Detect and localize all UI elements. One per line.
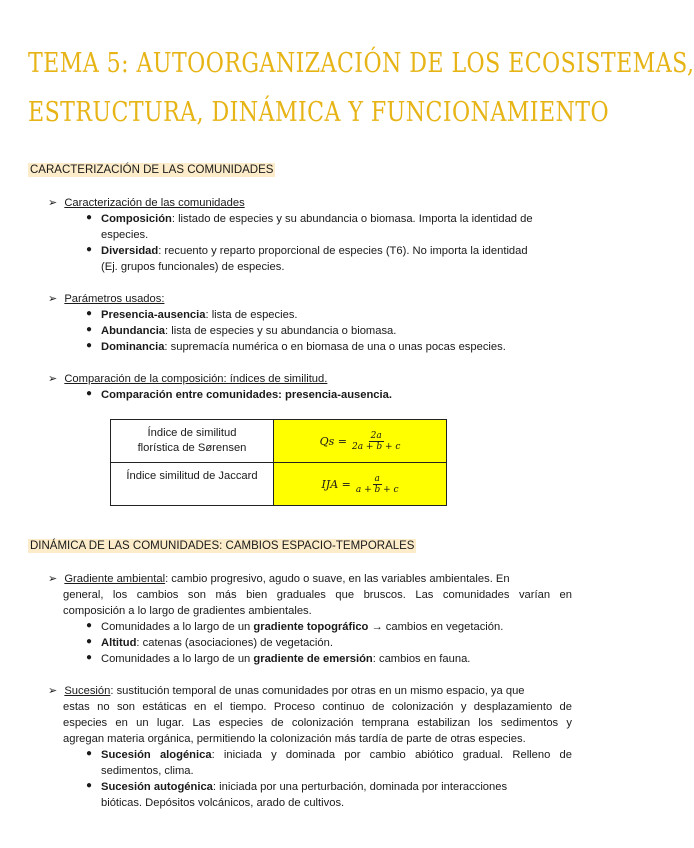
- bullet-icon: ●: [86, 780, 93, 791]
- similarity-index-table: [110, 419, 447, 506]
- group-parametros: [48, 291, 164, 307]
- group-title: Comparación de la composición: índices de similitud.: [64, 373, 328, 385]
- list-item: Sucesión alogénica: iniciada y dominada por cambio abiótico gradual. Relleno de: [101, 749, 573, 761]
- arrow-bullet-icon: ➢: [48, 293, 58, 305]
- group-title: Parámetros usados:: [64, 293, 165, 305]
- title-line-1: TEMA 5: AUTOORGANIZACIÓN DE LOS ECOSISTEMAS,: [28, 48, 694, 79]
- group-caracterizacion: [48, 195, 245, 211]
- bullet-icon: ●: [86, 212, 93, 223]
- arrow-bullet-icon: ➢: [48, 373, 58, 385]
- list-item: Composición: listado de especies y su abundancia o biomasa. Importa la identidad de: [101, 213, 533, 225]
- bullet-icon: ●: [86, 244, 93, 255]
- title-line-2: ESTRUCTURA, DINÁMICA Y FUNCIONAMIENTO: [28, 97, 610, 128]
- bullet-icon: ●: [86, 748, 93, 759]
- bullet-icon: ●: [86, 652, 93, 663]
- bullet-icon: ●: [86, 340, 93, 351]
- bullet-icon: ●: [86, 636, 93, 647]
- gradient-line: general, los cambios son más bien graduales que bruscos. Las comunidades varían en: [63, 589, 572, 601]
- list-item: Diversidad: recuento y reparto proporcional de especies (T6). No importa la identidad: [101, 245, 528, 257]
- list-item: Abundancia: lista de especies y su abundancia o biomasa.: [101, 325, 397, 337]
- table-cell-formula: [274, 463, 447, 506]
- list-item: Comunidades a lo largo de un gradiente topográfico → cambios en vegetación.: [101, 621, 504, 633]
- list-item: Dominancia: supremacía numérica o en biomasa de una o unas pocas especies.: [101, 341, 506, 353]
- succession-paragraph: ➢ Sucesión: sustitución temporal de unas comunidades por otras en un mismo espacio, ya que: [48, 685, 525, 697]
- table-cell-formula: [274, 420, 447, 463]
- jaccard-formula: IJA = $\frac{a}{a + b + c}$: [321, 473, 399, 495]
- arrow-bullet-icon: ➢: [48, 197, 58, 209]
- bullet-icon: ●: [86, 620, 93, 631]
- list-item: Sucesión autogénica: iniciada por una perturbación, dominada por interacciones: [101, 781, 508, 793]
- arrow-bullet-icon: ➢: [48, 685, 58, 697]
- table-row: [111, 420, 447, 463]
- succession-line: agregan materia orgánica, permitiendo la colonización más tardía de parte de otras especies.: [63, 733, 526, 745]
- list-item-continuation: bióticas. Depósitos volcánicos, arado de cultivos.: [101, 797, 345, 809]
- gradient-line: composición a lo largo de gradientes ambientales.: [63, 605, 312, 617]
- list-item: Comparación entre comunidades: presencia-ausencia.: [101, 389, 392, 401]
- list-item: Comunidades a lo largo de un gradiente de emersión: cambios en fauna.: [101, 653, 471, 665]
- table-cell-label: Índice similitud de Jaccard: [111, 463, 274, 506]
- group-comparacion: [48, 371, 327, 387]
- list-item-continuation: (Ej. grupos funcionales) de especies.: [101, 261, 285, 273]
- bullet-icon: ●: [86, 388, 93, 399]
- succession-line: estas no son estáticas en el tiempo. Proceso continuo de colonización y desplazamiento de: [63, 701, 572, 713]
- list-item-continuation: especies.: [101, 229, 149, 241]
- table-row: [111, 463, 447, 506]
- sorensen-formula: Qs = $\frac{2a}{2a + b + c}$: [319, 430, 401, 452]
- arrow-bullet-icon: ➢: [48, 573, 58, 585]
- section-heading-caracterizacion: CARACTERIZACIÓN DE LAS COMUNIDADES: [30, 164, 274, 176]
- section-heading-dinamica: DINÁMICA DE LAS COMUNIDADES: CAMBIOS ESPACIO-TEMPORALES: [30, 540, 415, 552]
- succession-line: especies en un lugar. Las especies de colonización temprana estabilizan los sedimentos y: [63, 717, 572, 729]
- bullet-icon: ●: [86, 324, 93, 335]
- table-cell-label: Índice de similitud florística de Sørensen: [111, 420, 274, 463]
- list-item: Presencia-ausencia: lista de especies.: [101, 309, 298, 321]
- list-item-continuation: sedimentos, clima.: [101, 765, 194, 777]
- list-item: Altitud: catenas (asociaciones) de vegetación.: [101, 637, 333, 649]
- group-title: Caracterización de las comunidades: [64, 197, 245, 209]
- bullet-icon: ●: [86, 308, 93, 319]
- gradient-paragraph: ➢ Gradiente ambiental: cambio progresivo, agudo o suave, en las variables ambientales. En: [48, 573, 510, 585]
